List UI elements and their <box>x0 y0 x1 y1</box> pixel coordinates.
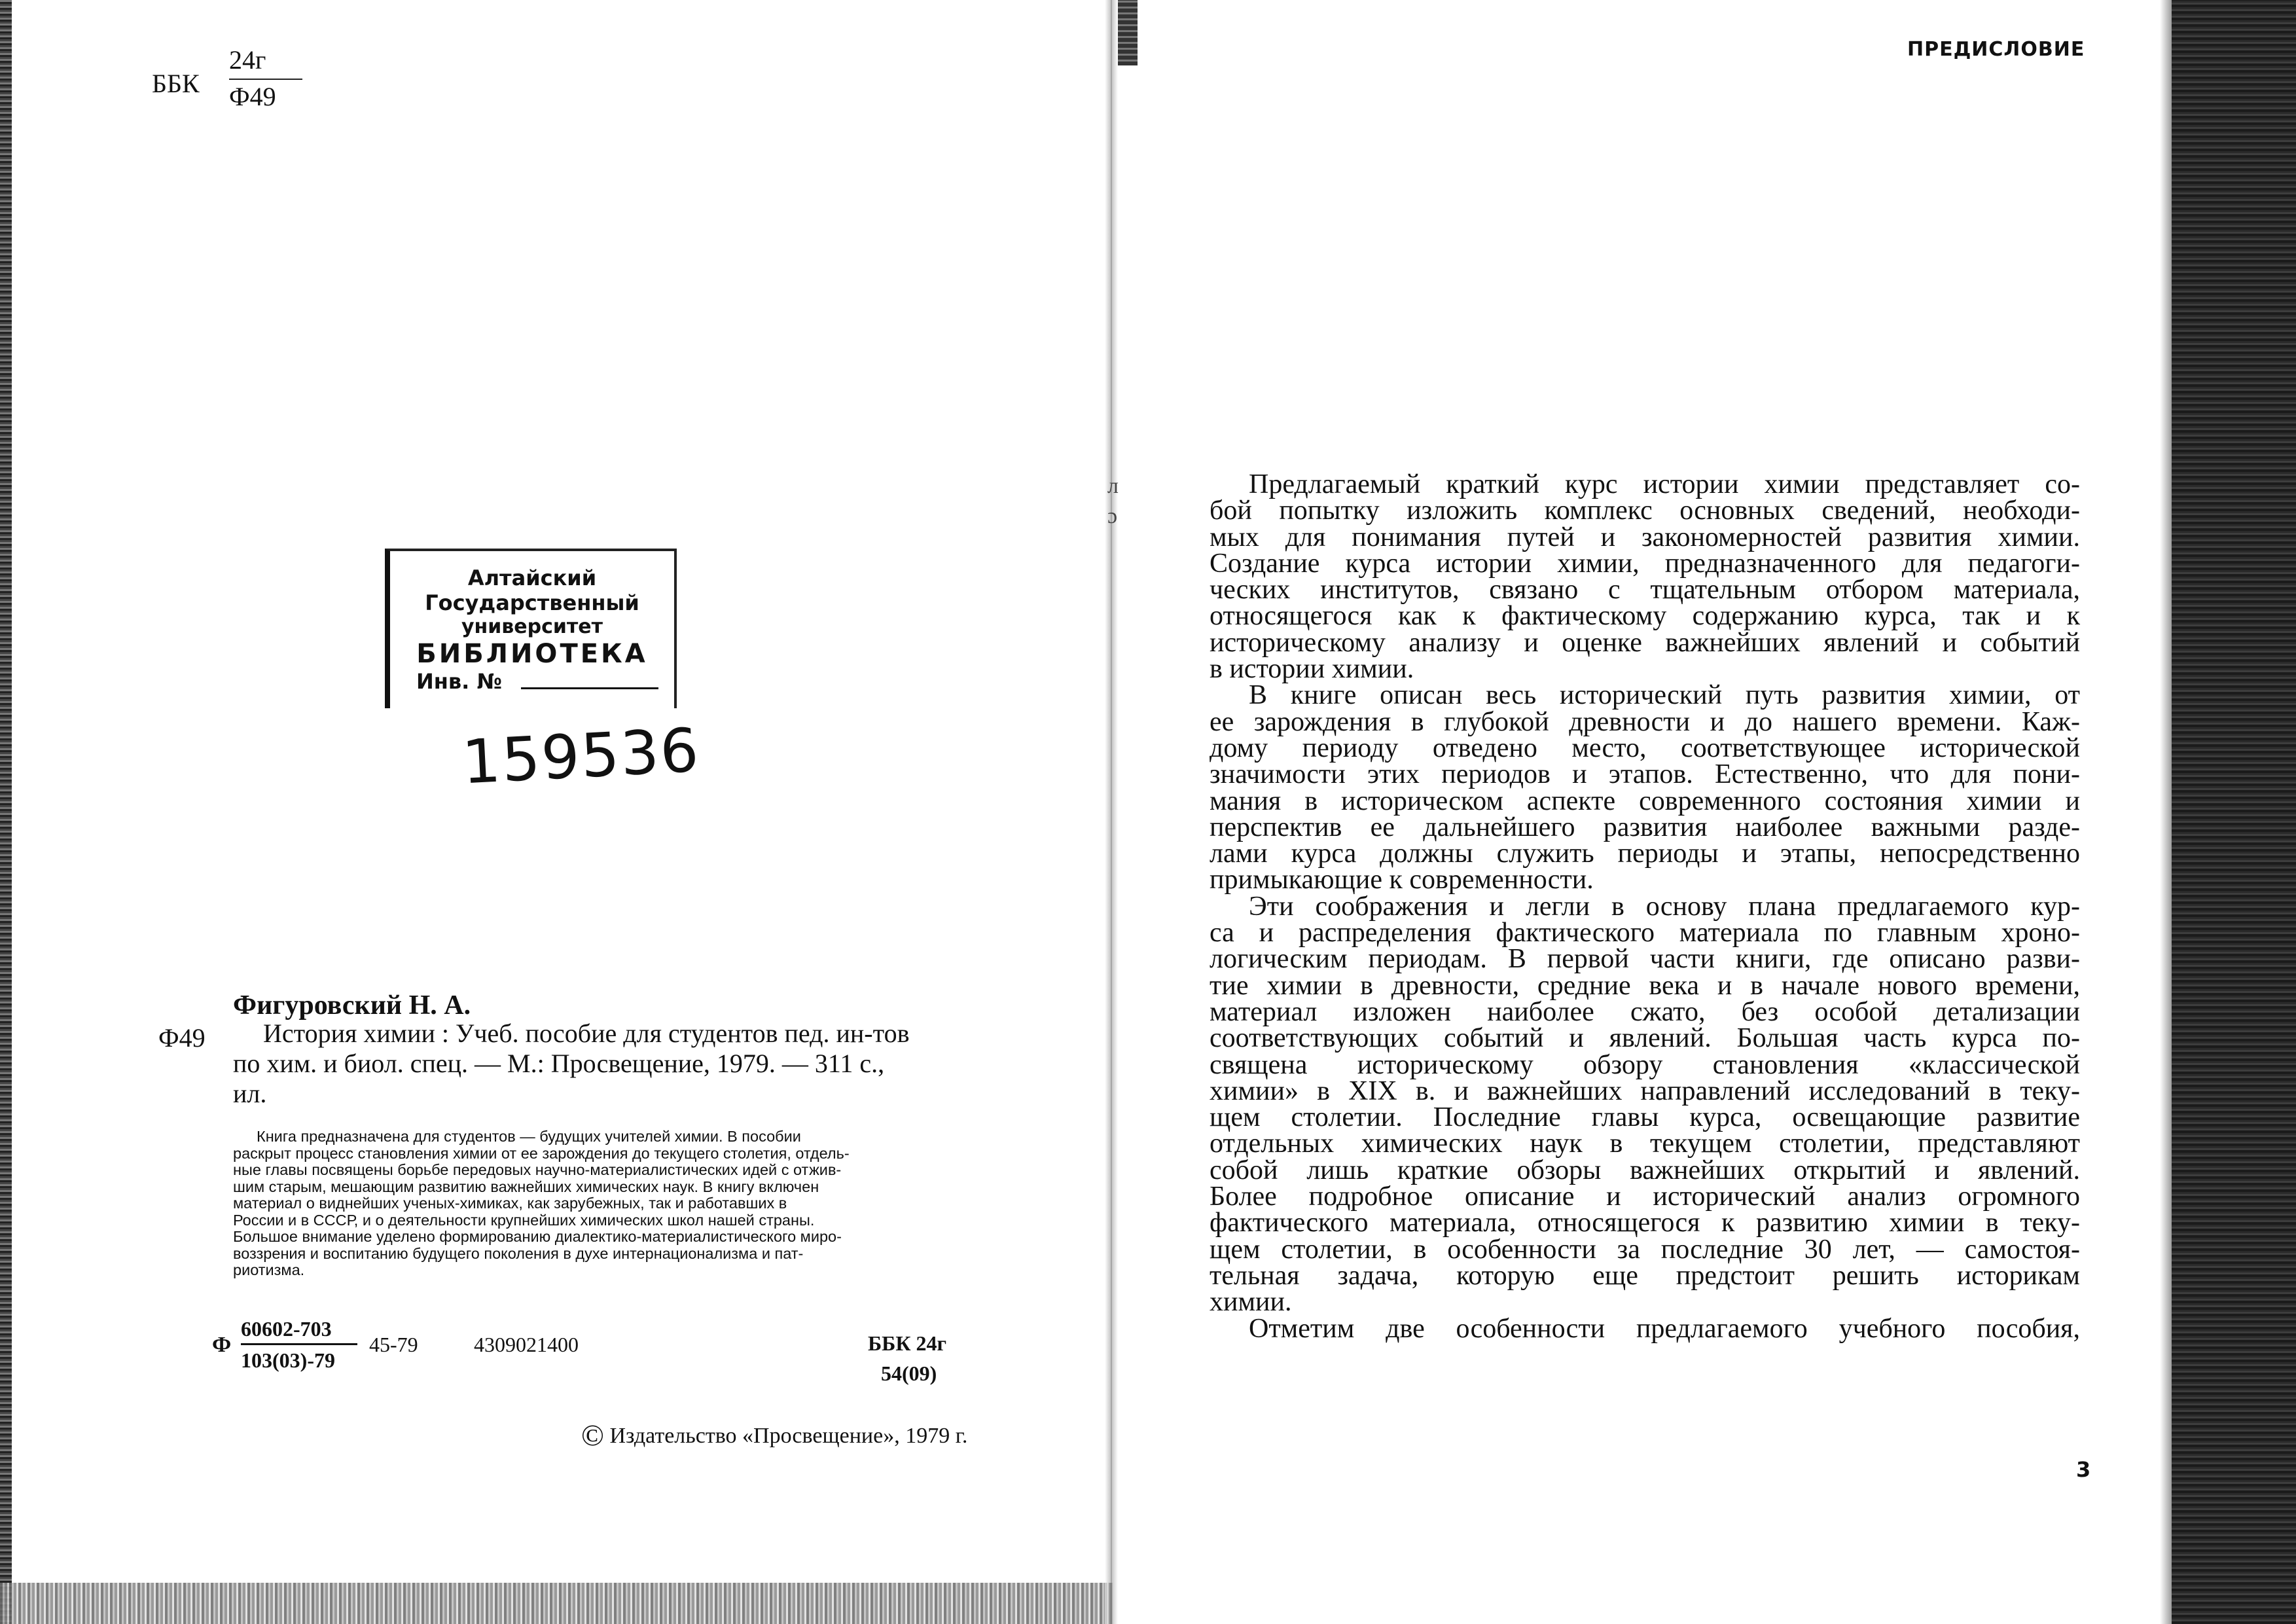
preface-body <box>1210 471 2080 1342</box>
annotation-line: Книга предназначена для студентов — будущих учителей химии. В пособии <box>257 1128 801 1145</box>
page-number: 3 <box>2076 1457 2091 1482</box>
copyright-text: Издательство «Просвещение», 1979 г. <box>609 1424 968 1448</box>
bbk-numerator: 24г <box>229 45 266 75</box>
code-fraction-denominator: 103(03)-79 <box>241 1348 335 1372</box>
scan-left-edge <box>0 0 12 1624</box>
text-line: относящегося как к фактическому содержанию курса, так и к <box>1210 601 2080 632</box>
text-line: Более подробное описание и исторический анализ огромного <box>1210 1182 2080 1212</box>
annotation-line: материал о виднейших ученых-химиках, как зарубежных, так и работавших в <box>233 1195 787 1212</box>
annotation-line: шим старым, мешающим развитию важнейших химических наук. В книгу включен <box>233 1178 819 1195</box>
bibliographic-entry <box>233 1017 1038 1109</box>
book-gutter <box>1105 0 1118 1624</box>
paragraph <box>1210 1313 2080 1344</box>
text-line: Предлагаемый краткий курс истории химии представляет со- <box>1249 469 2080 499</box>
text-line: лами курса должны служить периоды и этапы, непосредственно <box>1210 839 2080 869</box>
text-line: историческому анализу и оценке важнейших явлений и событий <box>1210 627 2080 658</box>
text-line: священа историческому обзору становления «классической <box>1210 1049 2080 1080</box>
text-line: химии» в XIX в. и важнейших направлений исследований в теку- <box>1210 1075 2080 1106</box>
stamp-line-4: БИБЛИОТЕКА <box>416 639 648 669</box>
text-line: тие химии в древности, средние века и в начале нового времени, <box>1210 970 2080 1001</box>
text-line: мых для понимания путей и закономерностей развития химии. <box>1210 522 2080 552</box>
gutter-shadow <box>1118 0 1138 65</box>
biblio-line: по хим. и биол. спец. — М.: Просвещение, 1979. — 311 с., <box>233 1049 885 1078</box>
stamp-line-5: Инв. № <box>416 669 502 694</box>
fraction-bar <box>229 79 302 80</box>
text-line: Эти соображения и легли в основу плана предлагаемого кур- <box>1249 891 2080 922</box>
text-line: дому периоду отведено место, соответствующее исторической <box>1210 732 2080 763</box>
code-phi: Ф <box>212 1333 232 1357</box>
bbk-label: ББК <box>152 69 200 98</box>
bbk-bottom: ББК 24г <box>868 1331 947 1355</box>
bbk-bottom-2: 54(09) <box>881 1362 937 1385</box>
margin-mark: л <box>1107 474 1119 498</box>
biblio-line: ил. <box>233 1079 267 1108</box>
biblio-line: История химии : Учеб. пособие для студентов пед. ин-тов <box>263 1019 910 1048</box>
running-head: ПРЕДИСЛОВИЕ <box>1907 38 2085 61</box>
text-line: примыкающие к современности. <box>1210 865 1594 895</box>
paragraph <box>1210 469 2080 685</box>
copyright-line <box>581 1418 967 1453</box>
scan-right-edge <box>2172 0 2296 1624</box>
text-line: ческих институтов, связано с тщательным отбором материала, <box>1210 575 2080 605</box>
annotation-line: России и в СССР, и о деятельности крупнейших химических школ нашей страны. <box>233 1212 815 1229</box>
text-line: бой попытку изложить комплекс основных сведений, необходи- <box>1210 496 2080 526</box>
book-annotation <box>233 1128 1031 1279</box>
annotation-line: раскрыт процесс становления химии от ее зарождения до текущего столетия, отдель- <box>233 1145 850 1162</box>
scan-bottom-edge <box>0 1583 1113 1624</box>
stamp-line-3: университет <box>461 615 603 638</box>
stamp-line-1: Алтайский <box>467 566 597 590</box>
paragraph <box>1210 682 2080 893</box>
text-line: в истории химии. <box>1210 654 1414 685</box>
handwritten-inventory-number: 159536 <box>460 715 702 798</box>
text-line: щем столетии, в особенности за последние 30 лет, — самостоя- <box>1210 1234 2080 1265</box>
text-line: са и распределения фактического материала по главным хроно- <box>1210 918 2080 948</box>
bbk-denominator: Ф49 <box>229 82 276 111</box>
text-line: ее зарождения в глубокой древности и до нашего времени. Каж- <box>1210 706 2080 737</box>
text-line: химии. <box>1210 1287 1292 1318</box>
text-line: собой лишь краткие обзоры важнейших открытий и явлений. <box>1210 1155 2080 1185</box>
text-line: фактического материала, относящегося к развитию химии в теку- <box>1210 1208 2080 1238</box>
margin-mark: ɔ <box>1107 504 1118 528</box>
fraction-bar <box>241 1343 357 1345</box>
annotation-line: Большое внимание уделено формированию диалектико-материалистического миро- <box>233 1229 842 1245</box>
code-plan-number: 45-79 <box>369 1333 418 1356</box>
library-stamp <box>385 549 677 708</box>
text-line: мания в историческом аспекте современного состояния химии и <box>1210 785 2080 816</box>
author-name: Фигуровский Н. А. <box>233 990 471 1020</box>
text-line: логическим периодам. В первой части книги, где описано разви- <box>1210 944 2080 975</box>
text-line: Создание курса истории химии, предназначенного для педагоги- <box>1210 548 2080 579</box>
text-line: материал изложен наиболее сжато, без особой детализации <box>1210 996 2080 1027</box>
text-line: тельная задача, которую еще предстоит решить историкам <box>1210 1260 2080 1291</box>
code-fraction-numerator: 60602-703 <box>241 1317 332 1341</box>
code-number: 4309021400 <box>474 1333 579 1356</box>
text-line: значимости этих периодов и этапов. Естественно, что для пони- <box>1210 759 2080 790</box>
text-line: В книге описан весь исторический путь развития химии, от <box>1249 680 2080 711</box>
text-line: перспектив ее дальнейшего развития наиболее важными разде- <box>1210 812 2080 842</box>
annotation-line: ные главы посвящены борьбе передовых научно-материалистических идей с отжив- <box>233 1162 842 1178</box>
stamp-inventory-line <box>521 687 658 689</box>
stamp-line-2: Государственный <box>425 590 639 615</box>
index-code: Ф49 <box>158 1023 206 1053</box>
text-line: щем столетии. Последние главы курса, освещающие развитие <box>1210 1102 2080 1133</box>
paragraph <box>1210 893 2080 1316</box>
text-line: отдельных химических наук в текущем столетии, представляют <box>1210 1128 2080 1159</box>
text-line: соответствующих событий и явлений. Большая часть курса по- <box>1210 1023 2080 1054</box>
annotation-line: воззрения и воспитанию будущего поколения в духе интернационализма и пат- <box>233 1245 804 1262</box>
annotation-line: риотизма. <box>233 1262 305 1278</box>
copyright-icon: © <box>581 1418 604 1452</box>
text-line: Отметим две особенности предлагаемого учебного пособия, <box>1249 1313 2080 1344</box>
